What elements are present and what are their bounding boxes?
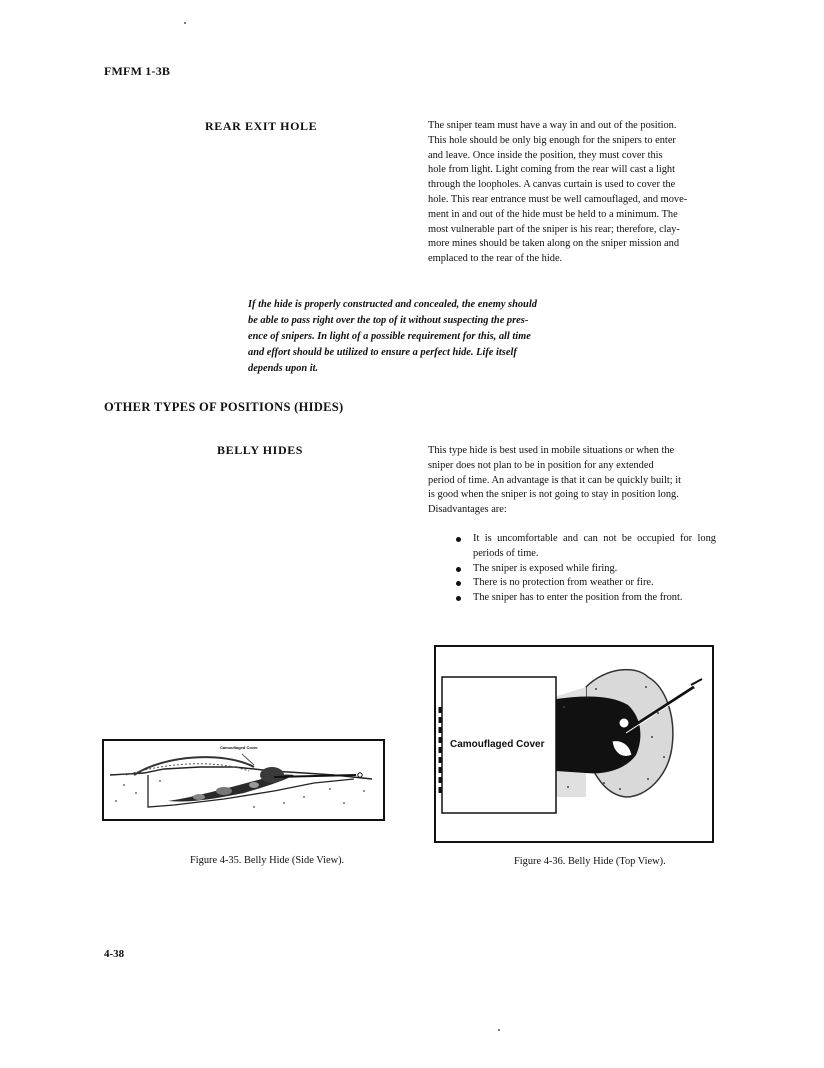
- figure-4-35-caption: Figure 4-35. Belly Hide (Side View).: [190, 855, 345, 866]
- text-line: is good when the sniper is not going to stay in position long.: [428, 489, 679, 501]
- belly-hides-paragraph: [428, 444, 716, 518]
- text-line: hole. This rear entrance must be well camouflaged, and move-: [428, 193, 688, 205]
- disadvantages-list: [454, 532, 716, 606]
- figure-side-view: [102, 739, 385, 821]
- page-number: 4-38: [104, 948, 125, 960]
- text-line: and leave. Once inside the position, they must cover this: [428, 149, 663, 161]
- text-line: more mines should be taken along on the sniper mission and: [428, 238, 680, 250]
- list-item: The sniper has to enter the position from the front.: [454, 591, 716, 606]
- list-item: It is uncomfortable and can not be occupied for long periods of time.: [454, 532, 716, 562]
- callout-line: depends upon it.: [248, 363, 319, 374]
- document-id: FMFM 1-3B: [104, 64, 171, 78]
- text-line: most vulnerable part of the sniper is his rear; therefore, clay-: [428, 223, 680, 235]
- bullet-icon: [456, 596, 461, 601]
- rear-exit-heading: REAR EXIT HOLE: [205, 119, 318, 133]
- text-line: sniper does not plan to be in position for any extended: [428, 459, 654, 471]
- text-line: through the loopholes. A canvas curtain is used to cover the: [428, 179, 676, 191]
- figure-4-36-caption: Figure 4-36. Belly Hide (Top View).: [514, 856, 666, 867]
- section-title: OTHER TYPES OF POSITIONS (HIDES): [104, 400, 344, 414]
- text-line: This type hide is best used in mobile situations or when the: [428, 445, 675, 456]
- text-line: period of time. An advantage is that it can be quickly built; it: [428, 474, 682, 486]
- bullet-icon: [456, 537, 461, 542]
- callout-line: If the hide is properly constructed and concealed, the enemy should: [248, 299, 537, 310]
- text-line: This hole should be only big enough for the snipers to enter: [428, 134, 676, 146]
- text-line: ment in and out of the hide must be held to a minimum. The: [428, 208, 678, 220]
- callout-line: and effort should be utilized to ensure a perfect hide. Life itself: [248, 347, 517, 358]
- list-item: The sniper is exposed while firing.: [454, 562, 716, 577]
- callout-line: be able to pass right over the top of it without suspecting the pres-: [248, 315, 529, 326]
- scan-speck: [498, 1029, 500, 1031]
- text-line: hole from light. Light coming from the rear will cast a light: [428, 164, 676, 176]
- emphasis-callout: [248, 297, 584, 377]
- text-line: emplaced to the rear of the hide.: [428, 253, 563, 265]
- rear-exit-paragraph: [428, 119, 716, 267]
- figure-top-view: [434, 645, 714, 843]
- bullet-icon: [456, 567, 461, 572]
- callout-line: ence of snipers. In light of a possible requirement for this, all time: [248, 331, 531, 342]
- top-view-cover-label: Camouflaged Cover: [450, 739, 545, 750]
- bullet-icon: [456, 581, 461, 586]
- belly-hides-heading: BELLY HIDES: [217, 443, 304, 457]
- side-view-cover-label: Camouflaged Cover: [220, 745, 258, 750]
- scan-speck: [184, 22, 186, 24]
- belly-hide-side-illustration: [104, 741, 383, 819]
- text-line: The sniper team must have a way in and out of the position.: [428, 120, 677, 131]
- text-line: Disadvantages are:: [428, 504, 507, 516]
- list-item: There is no protection from weather or fire.: [454, 576, 716, 591]
